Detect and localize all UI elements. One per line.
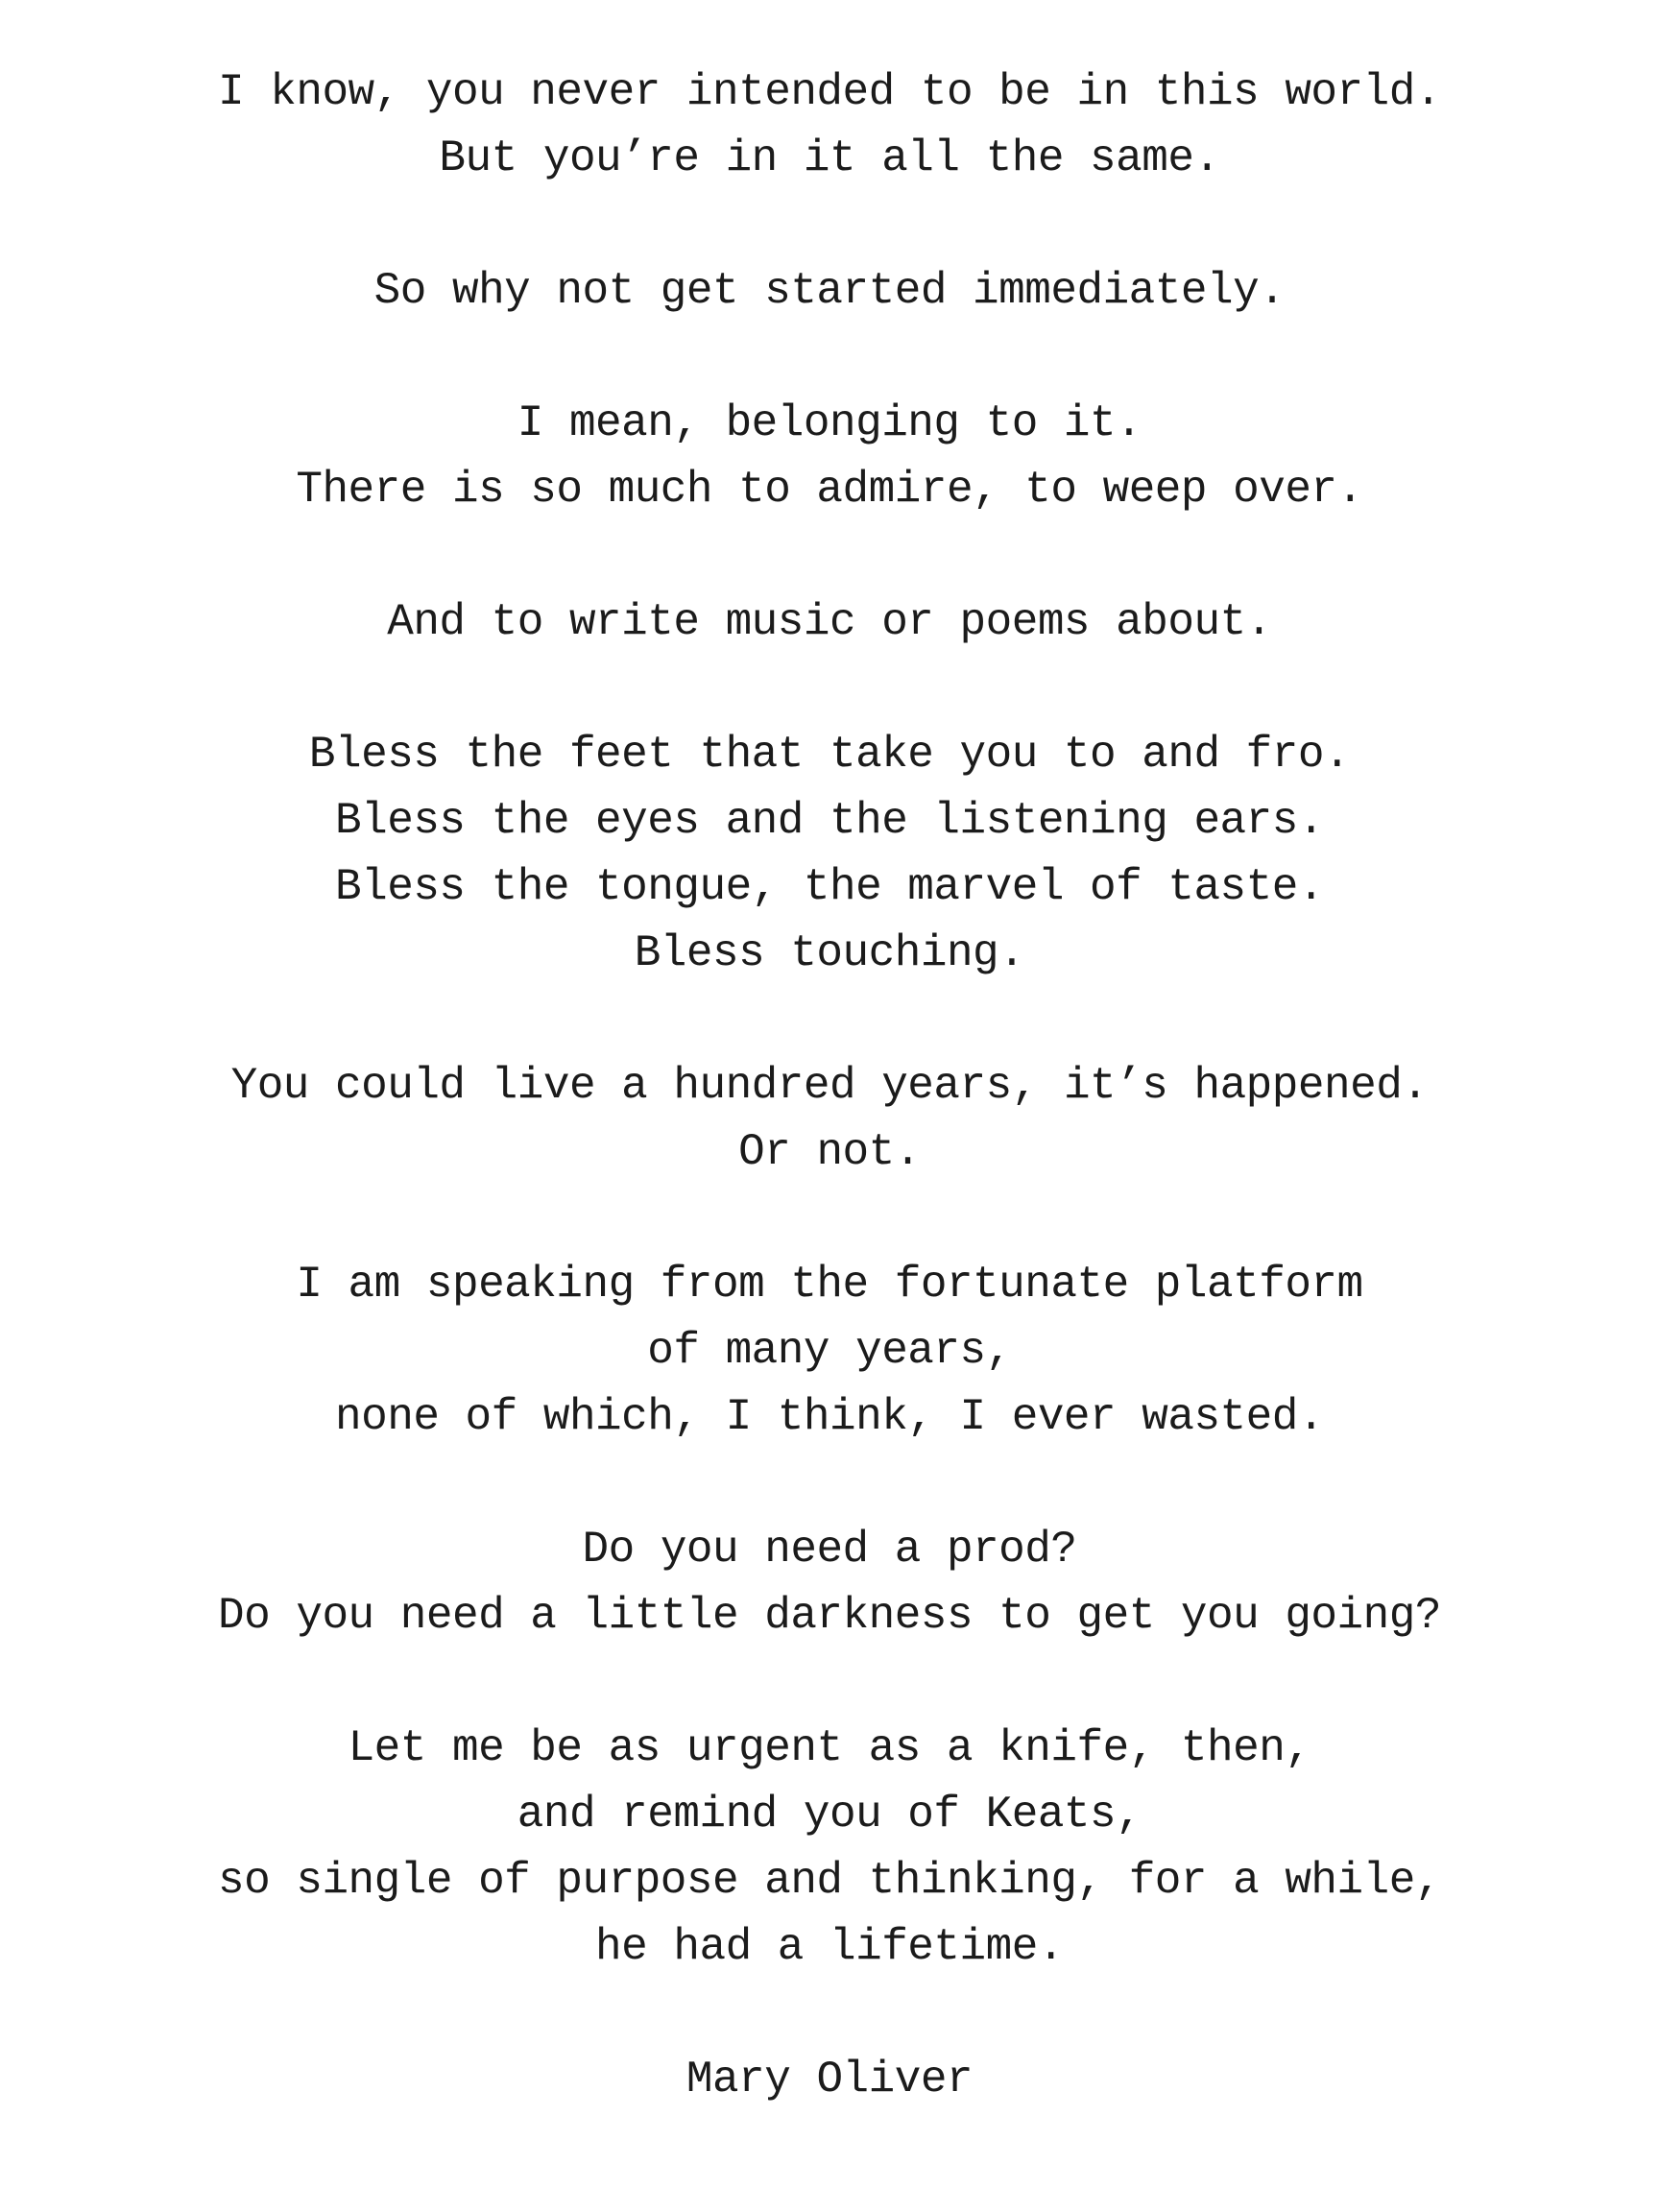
stanza-2 [0, 258, 1659, 325]
poem-line: Bless the tongue, the marvel of taste. [335, 862, 1324, 912]
poem-line: so single of purpose and thinking, for a while, [218, 1856, 1441, 1906]
poem-line: Do you need a little darkness to get you going? [218, 1591, 1441, 1641]
stanza-4 [0, 589, 1659, 656]
stanza-1 [0, 60, 1659, 192]
poem-line: Bless the feet that take you to and fro. [308, 730, 1351, 780]
poem-line: Bless the eyes and the listening ears. [335, 796, 1324, 846]
poem-line: Do you need a prod? [582, 1525, 1077, 1575]
poem-line: I know, you never intended to be in this world. [218, 67, 1441, 117]
poem-line: So why not get started immediately. [373, 266, 1286, 316]
stanza-9 [0, 1716, 1659, 1981]
poem-line: Or not. [738, 1127, 921, 1177]
poem-line: he had a lifetime. [595, 1922, 1064, 1972]
poem-line: You could live a hundred years, it’s happened. [230, 1061, 1429, 1111]
poem-line: There is so much to admire, to weep over. [296, 465, 1363, 515]
stanza-8 [0, 1517, 1659, 1649]
poem-line: none of which, I think, I ever wasted. [335, 1392, 1324, 1442]
poem-line: Bless touching. [634, 928, 1025, 978]
poem-line: I mean, belonging to it. [517, 398, 1142, 448]
poem-line: I am speaking from the fortunate platform [296, 1260, 1363, 1310]
stanza-5 [0, 722, 1659, 987]
stanza-7 [0, 1252, 1659, 1451]
poem-line: and remind you of Keats, [517, 1790, 1142, 1839]
poem-text [0, 60, 1659, 2113]
poem-line: And to write music or poems about. [387, 597, 1272, 647]
poem-author: Mary Oliver [685, 2055, 974, 2104]
poem-line: of many years, [647, 1326, 1012, 1376]
stanza-3 [0, 391, 1659, 523]
stanza-6 [0, 1053, 1659, 1186]
poem-line: But you’re in it all the same. [439, 133, 1220, 183]
poem-line: Let me be as urgent as a knife, then, [348, 1723, 1311, 1773]
